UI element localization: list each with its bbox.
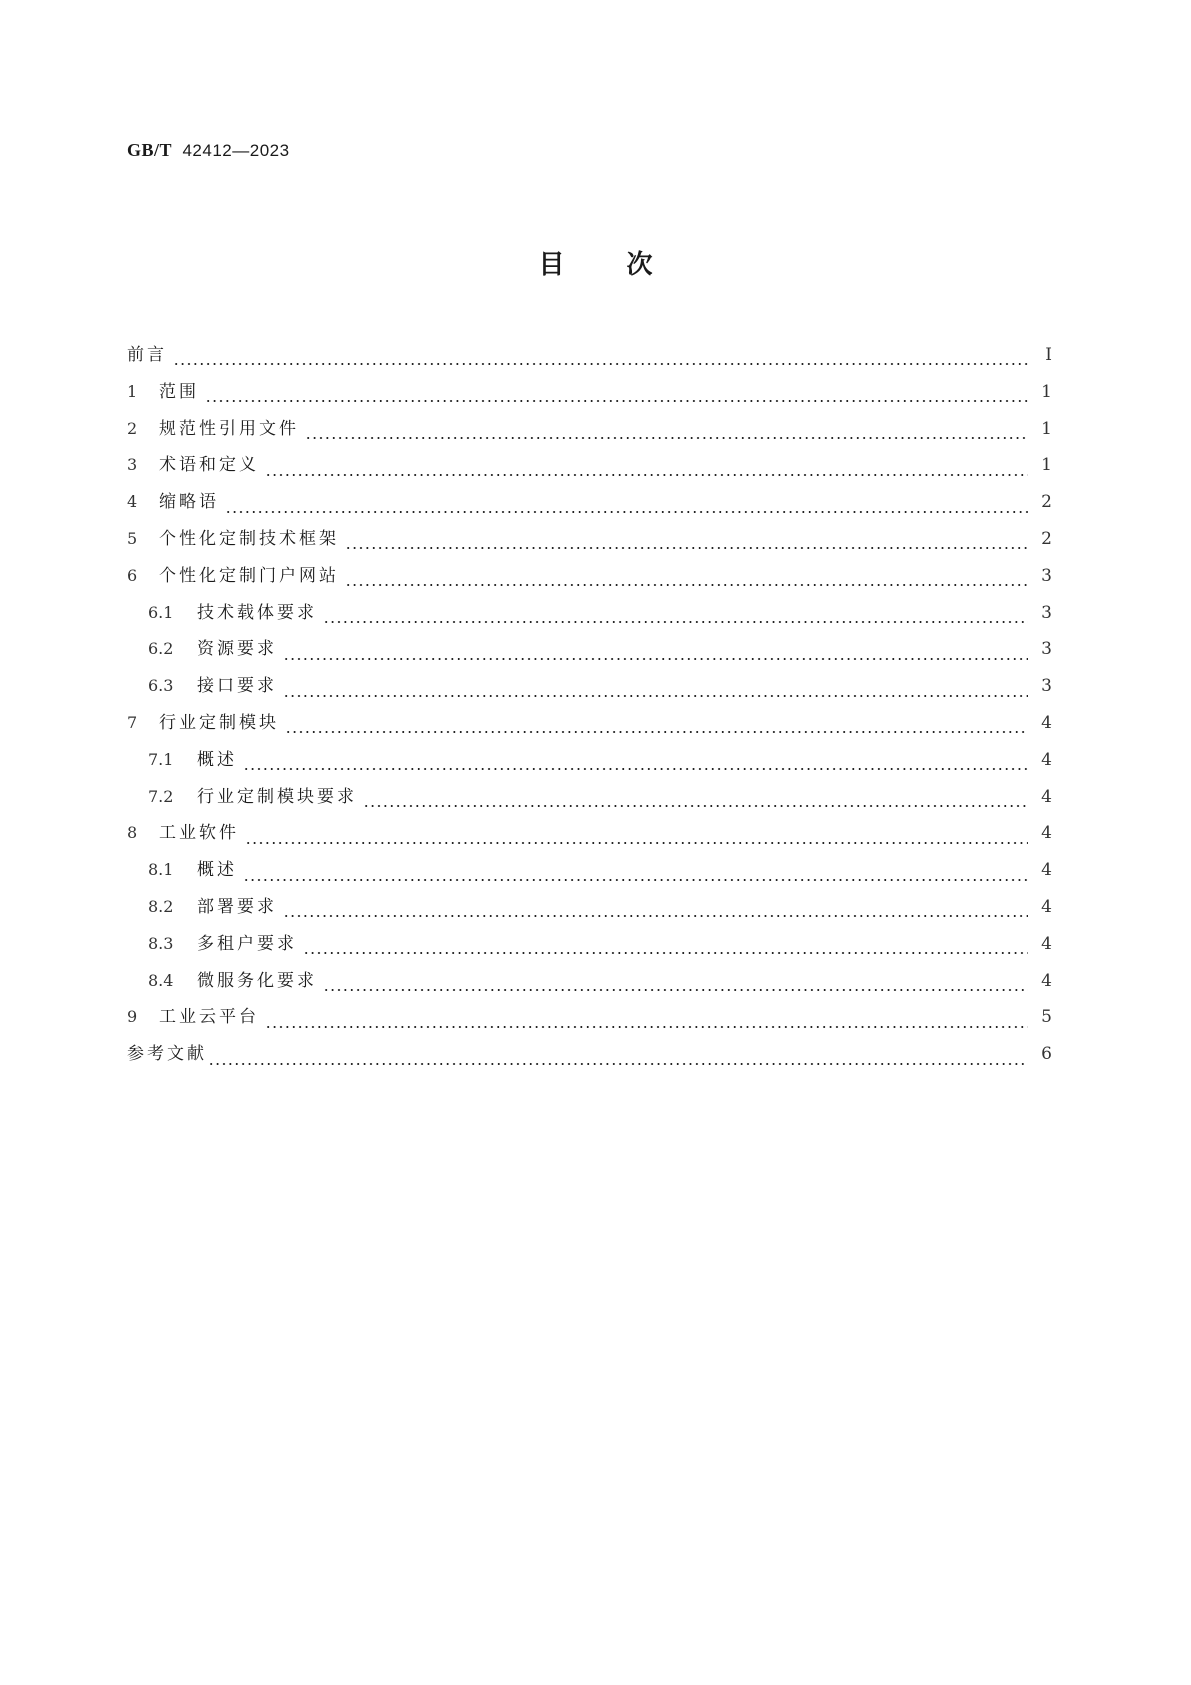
toc-entry-number: 8	[127, 823, 138, 843]
toc-entry[interactable]	[127, 894, 1052, 931]
standard-code: 42412—2023	[182, 141, 290, 160]
toc-entry-label: 工业云平台	[159, 1007, 259, 1028]
dot-leader	[345, 582, 1028, 588]
toc-entry-page: 3	[1041, 676, 1052, 697]
toc-entry[interactable]	[127, 968, 1052, 1005]
dot-leader	[323, 619, 1028, 625]
toc-entry-page: 6	[1041, 1044, 1052, 1065]
toc-entry[interactable]	[127, 1004, 1052, 1041]
toc-entry-label: 接口要求	[197, 676, 277, 697]
toc-entry[interactable]	[127, 820, 1052, 857]
toc-entry-label: 前言	[127, 345, 167, 365]
toc-entry-number: 6.1	[148, 602, 174, 622]
toc-entry-label: 参考文献	[127, 1044, 207, 1065]
toc-entry-number: 8.2	[148, 896, 174, 916]
toc-entry-label: 个性化定制门户网站	[159, 565, 339, 586]
toc-entry-page: 3	[1041, 565, 1052, 586]
dot-leader	[205, 398, 1028, 404]
toc-entry-label: 概述	[197, 749, 237, 770]
toc-entry-page: 4	[1041, 970, 1052, 991]
toc-entry-page: 4	[1041, 749, 1052, 770]
toc-entry-number: 6.2	[148, 639, 174, 659]
toc-entry-page: Ⅰ	[1045, 345, 1052, 365]
dot-leader	[265, 1024, 1028, 1030]
toc-entry-number: 2	[127, 418, 138, 438]
dot-leader	[208, 1061, 1028, 1067]
dot-leader	[243, 877, 1028, 883]
dot-leader	[283, 913, 1028, 919]
toc-entry-number: 5	[127, 528, 138, 548]
toc-entry[interactable]	[127, 563, 1052, 600]
dot-leader	[303, 950, 1028, 956]
toc-entry-number: 9	[127, 1007, 138, 1027]
toc-entry[interactable]	[127, 784, 1052, 821]
page-title	[0, 244, 1191, 281]
toc-entry[interactable]	[127, 747, 1052, 784]
toc-entry-number: 7.2	[148, 786, 174, 806]
toc-entry-number: 8.3	[148, 933, 174, 953]
toc-entry-label: 个性化定制技术框架	[159, 528, 339, 549]
toc-entry-page: 4	[1041, 896, 1052, 917]
toc-entry[interactable]	[127, 673, 1052, 710]
toc-entry-page: 4	[1041, 786, 1052, 807]
toc-entry-number: 4	[127, 492, 138, 512]
dot-leader	[285, 729, 1028, 735]
toc-entry-label: 技术载体要求	[197, 602, 317, 623]
toc-entry-label: 缩略语	[159, 492, 219, 513]
toc-entry-label: 范围	[159, 381, 199, 402]
toc-entry-number: 3	[127, 455, 138, 475]
toc-entry[interactable]	[127, 857, 1052, 894]
toc-entry-number: 7.1	[148, 749, 174, 769]
dot-leader	[283, 693, 1028, 699]
toc-entry-page: 2	[1041, 492, 1052, 513]
toc-entry[interactable]	[127, 526, 1052, 563]
toc-entry-number: 6.3	[148, 676, 174, 696]
toc-entry[interactable]	[127, 489, 1052, 526]
toc-entry[interactable]	[127, 416, 1052, 453]
dot-leader	[363, 803, 1028, 809]
title-char-2: 次	[626, 250, 653, 280]
toc-entry[interactable]	[127, 379, 1052, 416]
toc-entry-label: 资源要求	[197, 639, 277, 660]
toc-entry-page: 4	[1041, 933, 1052, 954]
dot-leader	[243, 766, 1028, 772]
toc-entry-label: 微服务化要求	[197, 970, 317, 991]
toc-entry-page: 2	[1041, 528, 1052, 549]
title-char-1: 目	[538, 250, 565, 280]
toc-entry-page: 5	[1041, 1007, 1052, 1028]
standard-prefix: GB/T	[127, 140, 173, 160]
dot-leader	[323, 987, 1028, 993]
toc-entry-page: 4	[1041, 823, 1052, 844]
toc-entry-page: 4	[1041, 712, 1052, 733]
toc-entry-number: 8.4	[148, 970, 174, 990]
dot-leader	[225, 509, 1028, 515]
dot-leader	[283, 656, 1028, 662]
toc-entry-label: 行业定制模块	[159, 712, 279, 733]
toc-entry-page: 1	[1041, 381, 1052, 402]
toc-entry-number: 6	[127, 565, 138, 585]
toc-entry[interactable]	[127, 710, 1052, 747]
toc-entry[interactable]	[127, 600, 1052, 637]
toc-entry-label: 多租户要求	[197, 933, 297, 954]
toc-entry[interactable]	[127, 1041, 1052, 1078]
toc-entry[interactable]	[127, 636, 1052, 673]
toc-entry-label: 规范性引用文件	[159, 418, 299, 439]
toc-entry-label: 概述	[197, 860, 237, 881]
toc-entry-page: 4	[1041, 860, 1052, 881]
table-of-contents	[127, 342, 1052, 1078]
dot-leader	[305, 435, 1028, 441]
toc-entry-page: 1	[1041, 455, 1052, 476]
dot-leader	[173, 361, 1028, 367]
toc-entry-label: 行业定制模块要求	[197, 786, 357, 807]
toc-entry-label: 术语和定义	[159, 455, 259, 476]
toc-entry-number: 1	[127, 381, 138, 401]
toc-entry-label: 工业软件	[159, 823, 239, 844]
toc-entry-page: 3	[1041, 602, 1052, 623]
dot-leader	[265, 472, 1028, 478]
standard-number	[127, 140, 290, 161]
toc-entry-label: 部署要求	[197, 896, 277, 917]
toc-entry-number: 8.1	[148, 860, 174, 880]
toc-entry-page: 3	[1041, 639, 1052, 660]
toc-entry[interactable]	[127, 342, 1052, 379]
dot-leader	[345, 545, 1028, 551]
dot-leader	[245, 840, 1028, 846]
toc-entry-number: 7	[127, 712, 138, 732]
toc-entry-page: 1	[1041, 418, 1052, 439]
toc-entry[interactable]	[127, 931, 1052, 968]
toc-entry[interactable]	[127, 452, 1052, 489]
